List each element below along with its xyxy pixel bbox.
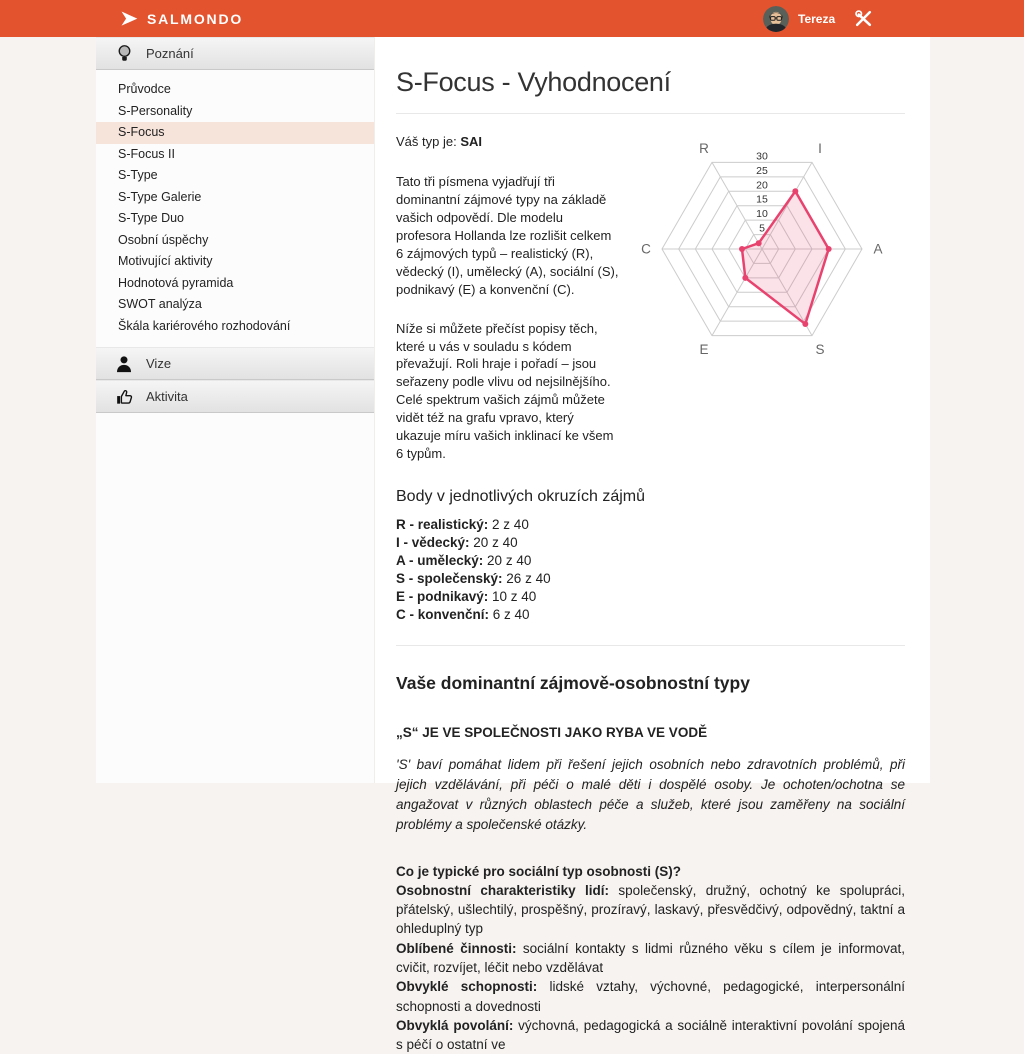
tools-button[interactable] xyxy=(854,9,873,28)
trait-text: sociální kontakty s lidmi různého věku s cílem je informovat, cvičit, rozvíjet, léčit nebo vzdělávat xyxy=(396,940,905,975)
score-line xyxy=(396,552,905,570)
trait-line xyxy=(396,1016,905,1054)
scores-heading: Body v jednotlivých okruzích zájmů xyxy=(396,488,645,506)
sidebar-item-osobn-sp-chy[interactable]: Osobní úspěchy xyxy=(118,232,209,247)
score-value: 26 z 40 xyxy=(502,570,551,586)
svg-text:A: A xyxy=(873,241,883,257)
score-line xyxy=(396,606,905,624)
sidebar-item-s-type-duo[interactable]: S-Type Duo xyxy=(118,211,185,225)
svg-text:E: E xyxy=(699,341,709,357)
score-label: A - umělecký: xyxy=(396,552,484,568)
brand-logo[interactable] xyxy=(119,9,243,29)
sidebar-section-vize[interactable] xyxy=(96,347,374,380)
sidebar-item-s-focus[interactable]: S-Focus xyxy=(96,122,374,144)
scores-list xyxy=(396,516,905,624)
score-label: E - podnikavý: xyxy=(396,588,489,604)
trait-label: Obvyklá povolání: xyxy=(396,1017,514,1033)
person-icon xyxy=(113,355,135,373)
typical-heading: Co je typické pro sociální typ osobnosti (S)? xyxy=(396,863,682,879)
your-type-code: SAI xyxy=(460,134,482,149)
s-type-subheading: „S“ JE VE SPOLEČNOSTI JAKO RYBA VE VODĚ xyxy=(396,724,708,740)
trait-line xyxy=(396,881,905,939)
sidebar-nav xyxy=(96,70,374,347)
svg-text:10: 10 xyxy=(756,208,768,221)
svg-text:S: S xyxy=(815,341,825,357)
avatar-image xyxy=(763,6,789,32)
intro-paragraph-2: Níže si můžete přečíst popisy těch, které u vás v souladu s kódem převažují. Roli hraje i pořadí – jsou seřazeny podle vlivu od nejsilnějšího. Celé spektrum vašich zájmů můžete vidět též na grafu vpravo, který ukazuje míru vašich inklinací ke všem 6 typům. xyxy=(396,320,614,462)
your-type-label: Váš typ je: xyxy=(396,134,457,149)
section-label: Poznání xyxy=(146,46,194,61)
trait-line xyxy=(396,939,905,978)
score-label: R - realistický: xyxy=(396,517,489,533)
sidebar-item-swot-anal-za[interactable]: SWOT analýza xyxy=(118,297,202,311)
svg-text:R: R xyxy=(699,141,709,157)
trait-text: výchovná, pedagogická a sociálně interaktivní povolání spojená s péčí o ostatní ve xyxy=(396,1017,906,1053)
traits-list xyxy=(396,881,905,1054)
trait-line xyxy=(396,977,905,1016)
trait-label: Osobnostní charakteristiky lidí: xyxy=(396,882,610,898)
tools-icon xyxy=(854,9,873,28)
user-name: Tereza xyxy=(798,11,836,26)
sidebar-item-s-focus-ii[interactable]: S-Focus II xyxy=(118,146,175,161)
score-label: S - společenský: xyxy=(396,570,503,586)
svg-text:20: 20 xyxy=(756,179,768,192)
sidebar-item-s-type[interactable]: S-Type xyxy=(118,168,158,182)
brand-play-icon xyxy=(119,9,139,29)
sidebar-item-motivuj-c-aktivity[interactable]: Motivující aktivity xyxy=(118,254,213,268)
page-title: S-Focus - Vyhodnocení xyxy=(396,67,671,97)
radar-chart xyxy=(620,125,905,484)
app-header xyxy=(0,0,1024,37)
sidebar xyxy=(96,37,375,783)
sidebar-item-k-la-kari-rov-ho-rozhodov-n[interactable]: Škála kariérového rozhodování xyxy=(118,318,291,333)
content xyxy=(375,37,930,1053)
section-label: Aktivita xyxy=(146,389,188,404)
section-divider xyxy=(396,645,905,646)
score-label: C - konvenční: xyxy=(396,606,490,622)
trait-text: lidské vztahy, výchovné, pedagogické, interpersonální schopnosti a dovednosti xyxy=(396,979,906,1014)
radar-chart-svg xyxy=(620,125,905,377)
your-type-line xyxy=(396,134,620,149)
score-line xyxy=(396,570,905,588)
thumbs-up-icon xyxy=(113,387,135,406)
avatar xyxy=(763,6,789,32)
intro-row xyxy=(396,131,905,484)
score-value: 10 z 40 xyxy=(488,588,537,604)
score-label: I - vědecký: xyxy=(396,535,470,551)
svg-text:30: 30 xyxy=(756,150,768,163)
user-menu[interactable] xyxy=(763,6,835,32)
score-line xyxy=(396,516,905,534)
score-value: 2 z 40 xyxy=(488,517,529,533)
score-line xyxy=(396,588,905,606)
svg-text:15: 15 xyxy=(756,193,768,206)
sidebar-section-poznani[interactable] xyxy=(96,37,374,70)
sidebar-section-aktivita[interactable] xyxy=(96,380,374,413)
trait-label: Obvyklé schopnosti: xyxy=(396,979,538,995)
intro-paragraph-1: Tato tři písmena vyjadřují tři dominantní zájmové typy na základě vašich odpovědí. Dle modelu profesora Hollanda lze rozlišit celkem 6 zájmových typů – realistický (R), vědecký (I), umělecký (A), sociální (S), podnikavý (E) a konvenční (C). xyxy=(396,174,619,297)
trait-text: společenský, družný, ochotný ke spolupráci, přátelský, ušlechtilý, prospěšný, prozíravý, laskavý, přesvědčivý, odpovědný, taktní a ohleduplný typ xyxy=(396,882,905,937)
score-value: 20 z 40 xyxy=(483,552,532,568)
svg-text:5: 5 xyxy=(759,222,765,235)
s-type-quote: 'S' baví pomáhat lidem při řešení jejich osobních nebo zdravotních problémů, při jejich vzdělávání, při péči o malé děti i dospělé osoby. Je ochoten/ochotna se angažovat v různých oblastech péče a služeb, které jsou zaměřeny na sociální problémy a společenské otázky. xyxy=(396,756,905,832)
brand-name: SALMONDO xyxy=(147,10,244,27)
score-line xyxy=(396,534,905,552)
svg-text:I: I xyxy=(818,141,822,157)
svg-text:C: C xyxy=(641,241,651,257)
sidebar-item-hodnotov-pyramida[interactable]: Hodnotová pyramida xyxy=(118,275,234,290)
section-label: Vize xyxy=(146,356,172,371)
sidebar-item-pr-vodce[interactable]: Průvodce xyxy=(118,82,171,96)
score-value: 20 z 40 xyxy=(469,535,518,551)
score-value: 6 z 40 xyxy=(489,606,530,622)
svg-text:25: 25 xyxy=(756,164,768,177)
sidebar-item-s-type-galerie[interactable]: S-Type Galerie xyxy=(118,189,202,204)
trait-label: Oblíbené činnosti: xyxy=(396,940,517,956)
title-divider xyxy=(396,113,905,114)
dominant-heading: Vaše dominantní zájmově-osobnostní typy xyxy=(396,672,750,693)
lightbulb-icon xyxy=(113,44,135,64)
sidebar-item-s-personality[interactable]: S-Personality xyxy=(118,103,193,118)
